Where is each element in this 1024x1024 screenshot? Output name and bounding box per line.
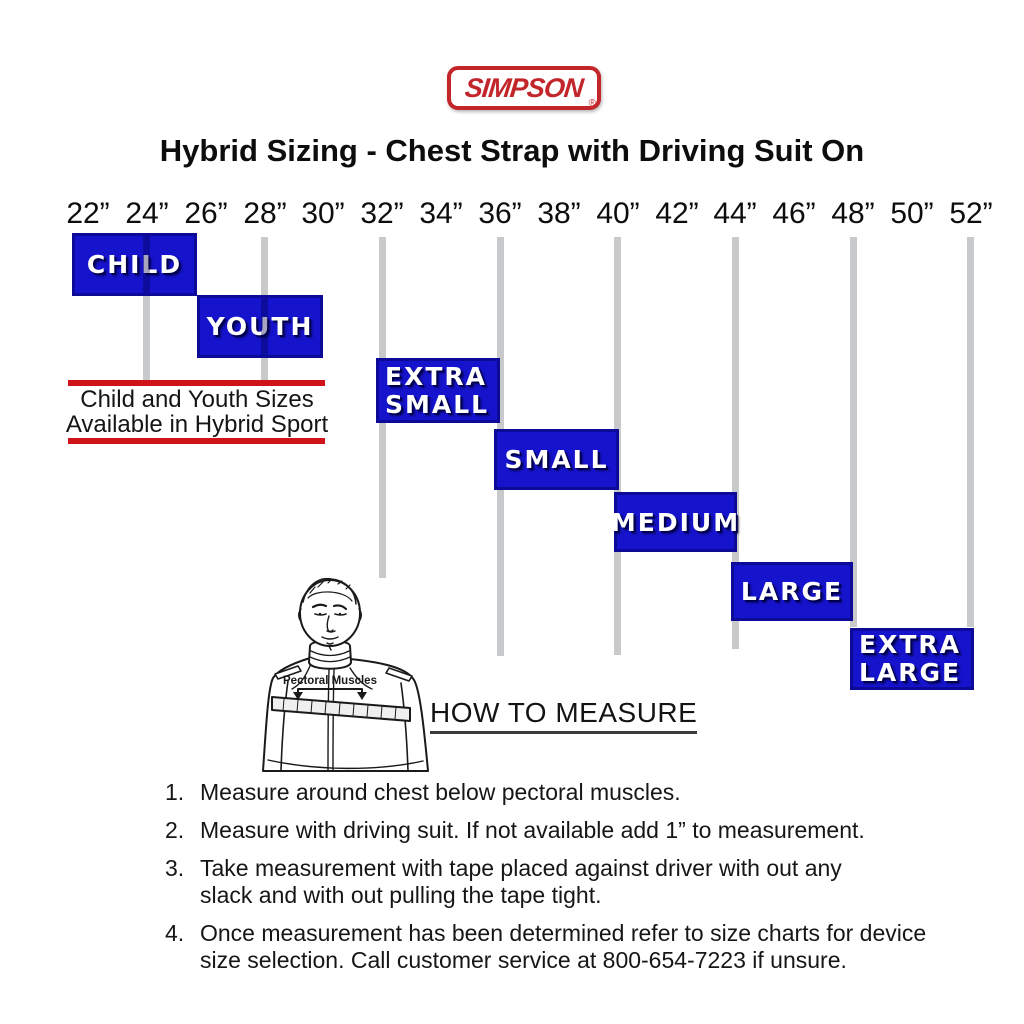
bar-extra-large-label-line1: EXTRA bbox=[859, 630, 962, 659]
how-to-measure-heading: HOW TO MEASURE bbox=[430, 697, 697, 734]
bar-child-label: CHILD bbox=[86, 250, 183, 279]
list-item-text: Measure with driving suit. If not available add 1” to measurement. bbox=[200, 817, 865, 843]
bar-medium-label: MEDIUM bbox=[610, 507, 741, 537]
tick-36: 36” bbox=[478, 197, 522, 230]
tick-52: 52” bbox=[949, 197, 993, 230]
tick-22: 22” bbox=[66, 197, 110, 230]
list-item bbox=[165, 779, 945, 806]
simpson-logo-text: SIMPSON bbox=[463, 72, 585, 103]
availability-note-line1: Child and Youth Sizes bbox=[80, 386, 314, 413]
tick-44: 44” bbox=[713, 197, 757, 230]
bar-extra-large-label-line2: LARGE bbox=[859, 658, 962, 687]
registered-trademark-icon: ® bbox=[588, 98, 596, 109]
instructions-list bbox=[165, 779, 945, 985]
tick-50: 50” bbox=[890, 197, 934, 230]
tick-48: 48” bbox=[831, 197, 875, 230]
list-item-number: 2. bbox=[165, 817, 185, 843]
bar-extra-small-label-line1: EXTRA bbox=[385, 361, 488, 391]
list-item-number: 3. bbox=[165, 855, 185, 881]
bar-child bbox=[72, 233, 197, 296]
availability-note bbox=[58, 387, 336, 437]
tick-46: 46” bbox=[772, 197, 816, 230]
tick-40: 40” bbox=[596, 197, 640, 230]
tick-30: 30” bbox=[301, 197, 345, 230]
list-item bbox=[165, 817, 945, 844]
bar-small-label: SMALL bbox=[504, 445, 609, 474]
list-item bbox=[165, 855, 945, 909]
gridline-through-youth bbox=[261, 298, 268, 355]
tick-42: 42” bbox=[655, 197, 699, 230]
list-item-number: 4. bbox=[165, 920, 185, 946]
bar-youth bbox=[197, 295, 323, 358]
tick-34: 34” bbox=[419, 197, 463, 230]
bar-extra-small-label-line2: SMALL bbox=[385, 389, 490, 419]
tick-32: 32” bbox=[360, 197, 404, 230]
list-item-text: Measure around chest below pectoral muscles. bbox=[200, 779, 681, 805]
note-bottom-rule bbox=[68, 438, 325, 444]
tick-26: 26” bbox=[184, 197, 228, 230]
simpson-logo bbox=[447, 66, 601, 110]
list-item bbox=[165, 920, 945, 974]
list-item-text: Once measurement has been determined refer to size charts for device bbox=[200, 920, 927, 946]
bar-large bbox=[731, 562, 853, 621]
bar-youth-label: YOUTH bbox=[206, 312, 314, 341]
tick-38: 38” bbox=[537, 197, 581, 230]
list-item-number: 1. bbox=[165, 779, 185, 805]
availability-note-line2: Available in Hybrid Sport bbox=[65, 411, 329, 438]
gridline-through-child bbox=[143, 236, 150, 293]
tick-28: 28” bbox=[243, 197, 287, 230]
bar-large-label: LARGE bbox=[740, 577, 844, 606]
list-item-text: size selection. Call customer service at 800-654-7223 if unsure. bbox=[200, 947, 847, 973]
bar-extra-small bbox=[376, 358, 500, 423]
list-item-text: Take measurement with tape placed against driver with out any bbox=[200, 855, 842, 881]
tick-24: 24” bbox=[125, 197, 169, 230]
bar-small bbox=[494, 429, 619, 490]
gridline-52 bbox=[967, 237, 974, 627]
list-item-text: slack and with out pulling the tape tight. bbox=[200, 882, 602, 908]
pectoral-muscles-label: Pectoral Muscles bbox=[283, 675, 377, 687]
page-title: Hybrid Sizing - Chest Strap with Driving Suit On bbox=[159, 133, 865, 168]
note-top-rule bbox=[68, 380, 325, 386]
bar-medium bbox=[610, 492, 741, 552]
bar-extra-large bbox=[850, 628, 974, 690]
measurement-figure bbox=[258, 578, 433, 773]
